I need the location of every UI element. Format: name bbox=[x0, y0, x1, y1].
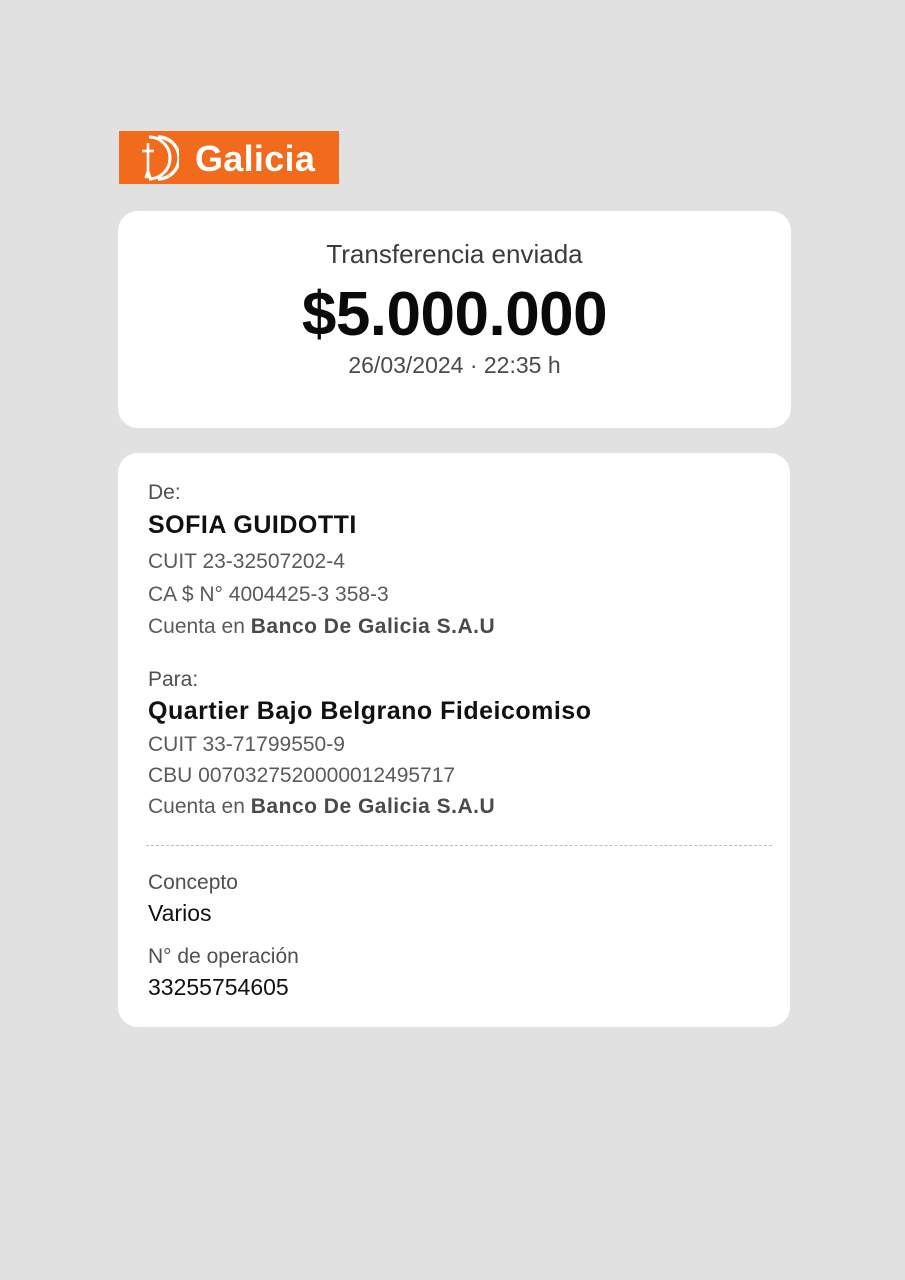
concept-label: Concepto bbox=[148, 871, 238, 894]
sender-bank-name: Banco De Galicia S.A.U bbox=[250, 615, 496, 638]
galicia-logo bbox=[119, 131, 339, 184]
galicia-cross-logo-icon bbox=[119, 131, 177, 184]
transfer-amount: $5.000.000 bbox=[301, 280, 608, 349]
transfer-details-card bbox=[118, 453, 790, 1027]
transfer-summary-card bbox=[118, 211, 791, 428]
recipient-bank-prefix: Cuenta en bbox=[148, 795, 245, 818]
brand-name: Galicia bbox=[195, 137, 316, 179]
operation-number: 33255754605 bbox=[148, 974, 289, 1000]
sender-account: CA $ N° 4004425-3 358-3 bbox=[148, 583, 389, 606]
sender-cuit: CUIT 23-32507202-4 bbox=[148, 550, 345, 573]
transfer-status-title: Transferencia enviada bbox=[326, 239, 583, 269]
sender-name: SOFIA GUIDOTTI bbox=[148, 511, 357, 539]
sender-bank-prefix: Cuenta en bbox=[148, 615, 245, 638]
to-label: Para: bbox=[148, 668, 199, 691]
transfer-datetime: 26/03/2024 · 22:35 h bbox=[348, 352, 561, 378]
recipient-cuit: CUIT 33-71799550-9 bbox=[148, 733, 345, 756]
from-label: De: bbox=[148, 481, 181, 504]
recipient-bank-name: Banco De Galicia S.A.U bbox=[250, 795, 496, 818]
recipient-cbu: CBU 0070327520000012495717 bbox=[148, 764, 456, 787]
recipient-name: Quartier Bajo Belgrano Fideicomiso bbox=[148, 697, 592, 725]
operation-label: N° de operación bbox=[148, 945, 299, 968]
recipient-bank bbox=[148, 795, 495, 819]
concept-value: Varios bbox=[148, 900, 212, 926]
sender-bank bbox=[148, 615, 495, 639]
section-divider bbox=[146, 845, 772, 846]
